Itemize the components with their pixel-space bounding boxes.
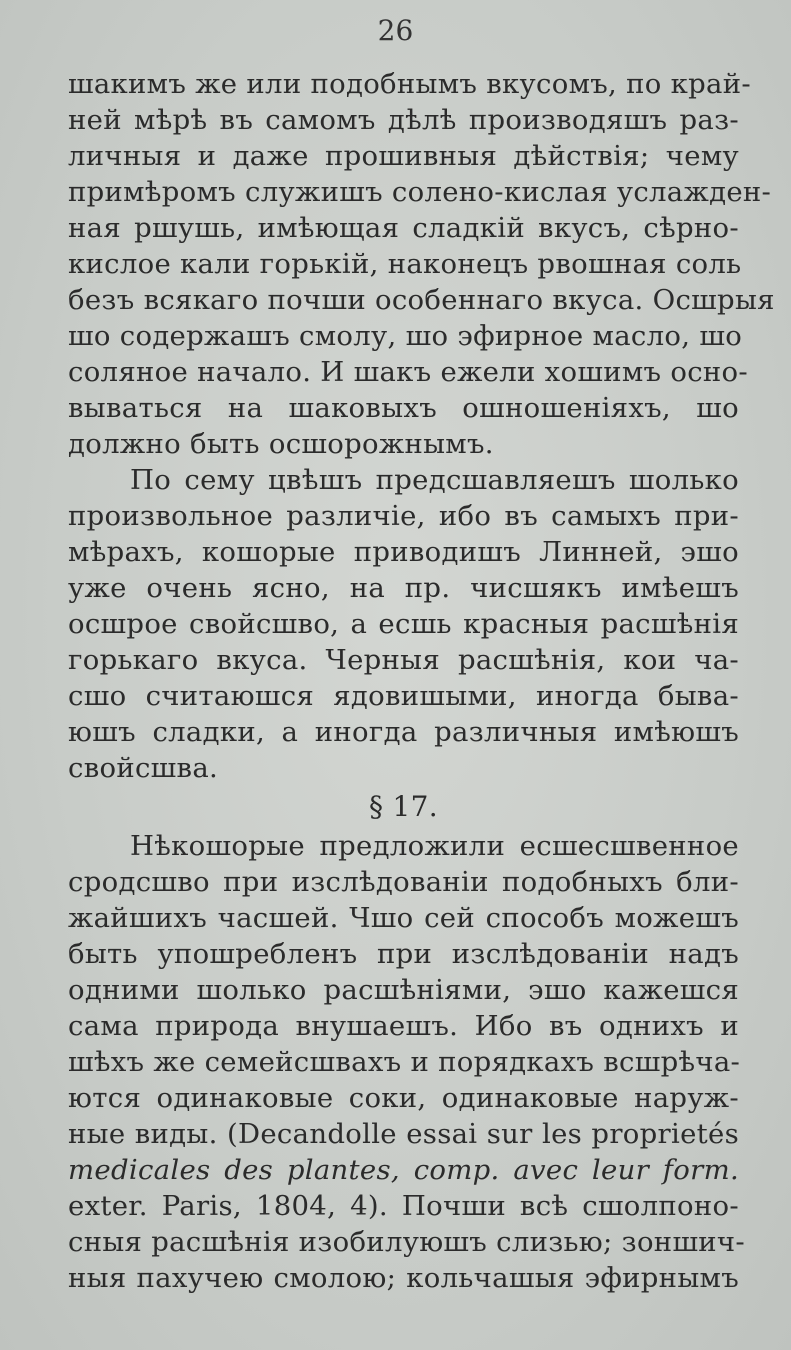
text-line-11: должно быть осшорожнымъ. (68, 428, 494, 460)
text-line-7: безъ всякаго почши особеннаго вкуса. Осшрыя (68, 284, 775, 316)
text-line-10: вываться на шаковыхъ ошношеніяхъ, шо (68, 392, 739, 424)
text-line-15: уже очень ясно, на пр. чисшякъ имѣешъ (68, 572, 739, 604)
paragraph-start-line-21: Нѣкошорые предложили есшесшвенное (130, 830, 739, 862)
text-line-25: одними шолько расшѣніями, эшо кажешся (68, 974, 739, 1006)
text-line-23: жайшихъ часшей. Чшо сей способъ можешъ (68, 902, 739, 934)
text-line-6: кислое кали горькій, наконецъ рвошная соль (68, 248, 742, 280)
text-line-5: ная ршушь, имѣющая сладкій вкусъ, сѣрно- (68, 212, 739, 244)
paragraph-start-line-12: По сему цвѣшъ предсшавляешъ шолько (130, 464, 739, 496)
text-line-9: соляное начало. И шакъ ежели хошимъ осно- (68, 356, 749, 388)
text-line-24: быть упошребленъ при изслѣдованіи надъ (68, 938, 739, 970)
text-line-19: юшъ сладки, а иногда различныя имѣюшъ (68, 716, 739, 748)
text-line-4: примѣромъ служишъ солено-кислая услажден- (68, 176, 772, 208)
text-line-33: ныя пахучею смолою; кольчашыя эфирнымъ (68, 1262, 739, 1294)
text-line-14: мѣрахъ, кошорые приводишъ Линней, эшо (68, 536, 739, 568)
text-line-8: шо содержашъ смолу, шо эфирное масло, шо (68, 320, 743, 352)
text-line-32: сныя расшѣнія изобилуюшъ слизью; зоншич- (68, 1226, 746, 1258)
text-line-28: ются одинаковые соки, одинаковые наруж- (68, 1082, 739, 1114)
text-line-1: шакимъ же или подобнымъ вкусомъ, по край- (68, 68, 751, 100)
section-heading: § 17. (369, 790, 438, 823)
text-line-22: сродсшво при изслѣдованіи подобныхъ бли- (68, 866, 739, 898)
text-line-29: ные виды. (Decandolle essai sur les proprietés (68, 1118, 739, 1150)
page-number: 26 (377, 14, 414, 47)
text-line-26: сама природа внушаешъ. Ибо въ однихъ и (68, 1010, 739, 1042)
text-line-3: личныя и даже прошивныя дѣйствія; чему (68, 140, 739, 172)
text-line-13: произвольное различіе, ибо въ самыхъ при- (68, 500, 739, 532)
text-line-2: ней мѣрѣ въ самомъ дѣлѣ производяшъ раз- (68, 104, 739, 136)
text-line-20: свойсшва. (68, 752, 219, 784)
text-line-18: сшо считаюшся ядовишыми, иногда быва- (68, 680, 739, 712)
text-line-30: medicales des plantes, comp. avec leur form. (68, 1154, 739, 1186)
text-line-17: горькаго вкуса. Черныя расшѣнія, кои ча- (68, 644, 739, 676)
text-line-16: осшрое свойсшво, а есшь красныя расшѣнія (68, 608, 739, 640)
text-line-27: шѣхъ же семейсшвахъ и порядкахъ всшрѣча- (68, 1046, 741, 1078)
text-line-31: exter. Paris, 1804, 4). Почши всѣ сшолпоно- (68, 1190, 739, 1222)
